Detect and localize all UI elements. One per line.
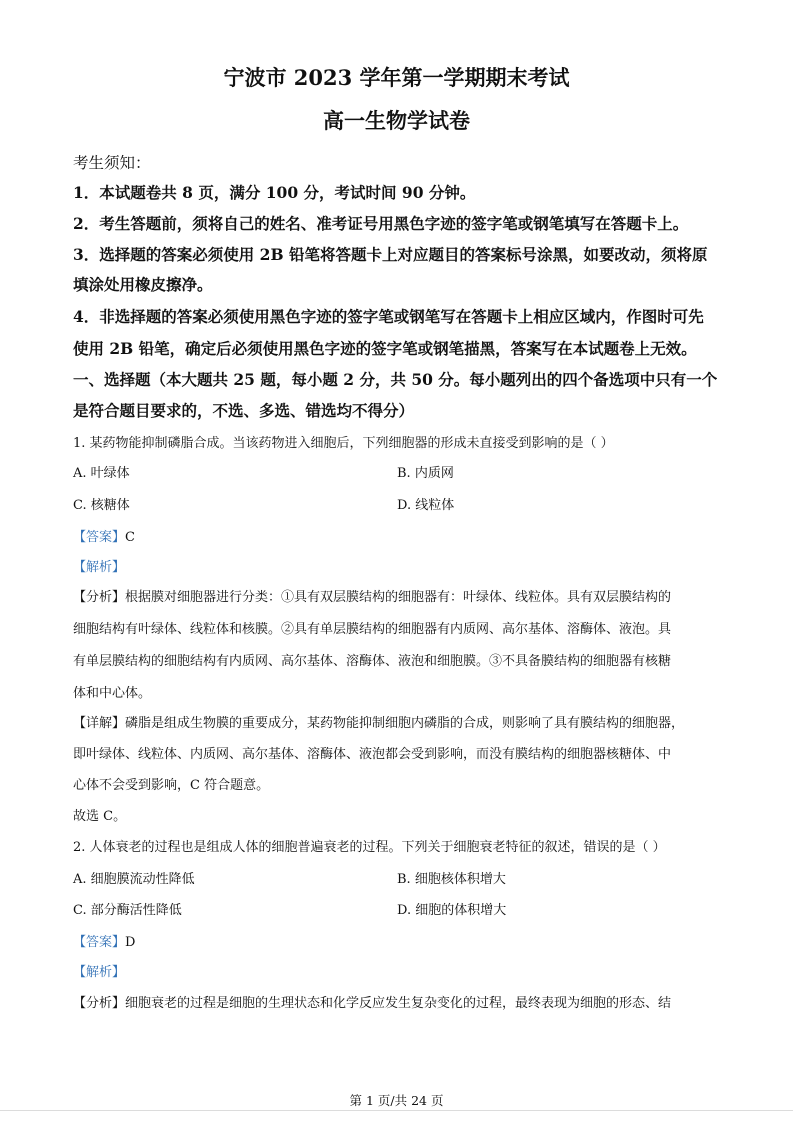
xiangjie-tag: 【详解】 (73, 716, 126, 731)
answer-value: C (125, 530, 135, 545)
fenxi-tag: 【分析】 (73, 996, 126, 1011)
answer-value: D (125, 935, 136, 950)
fenxi-text: 细胞衰老的过程是细胞的生理状态和化学反应发生复杂变化的过程，最终表现为细胞的形态、结 (125, 996, 672, 1011)
q2-fenxi-line-1 (73, 992, 671, 1011)
q2-option-a: A. 细胞膜流动性降低 (73, 872, 195, 887)
section-heading-line-2: 是符合题目要求的，不选、多选、错选均不得分） (73, 401, 415, 420)
q1-option-a: A. 叶绿体 (73, 466, 130, 481)
q1-xiangjie-line-1 (73, 712, 684, 731)
notice-item-3-line-1: 3．选择题的答案必须使用 2B 铅笔将答题卡上对应题目的答案标号涂黑，如要改动，须将原 (73, 245, 708, 264)
q2-stem: 2. 人体衰老的过程也是组成人体的细胞普遍衰老的过程。下列关于细胞衰老特征的叙述，错误的是（ ） (73, 840, 666, 855)
q1-fenxi-line-2: 细胞结构有叶绿体、线粒体和核膜。②具有单层膜结构的细胞器有内质网、高尔基体、溶酶体、液泡。具 (73, 622, 672, 637)
q2-option-d: D. 细胞的体积增大 (397, 903, 507, 918)
footer-divider (0, 1110, 793, 1111)
q1-option-c: C. 核糖体 (73, 498, 130, 513)
q1-answer (73, 526, 135, 545)
q1-xiangjie-line-3: 心体不会受到影响，C 符合题意。 (73, 778, 270, 793)
q1-fenxi-line-1 (73, 586, 671, 605)
q1-xiangjie-line-2: 即叶绿体、线粒体、内质网、高尔基体、溶酶体、液泡都会受到影响，而没有膜结构的细胞器核糖体、中 (73, 747, 672, 762)
answer-tag: 【答案】 (73, 530, 126, 545)
notice-item-4-line-1: 4．非选择题的答案必须使用黑色字迹的签字笔或钢笔写在答题卡上相应区域内，作图时可先 (73, 307, 704, 326)
notice-item-4-line-2: 使用 2B 铅笔，确定后必须使用黑色字迹的签字笔或钢笔描黑，答案写在本试题卷上无效。 (73, 339, 697, 358)
q1-fenxi-line-3: 有单层膜结构的细胞结构有内质网、高尔基体、溶酶体、液泡和细胞膜。③不具备膜结构的细胞器有核糖 (73, 654, 672, 669)
q1-fenxi-line-4: 体和中心体。 (73, 686, 152, 701)
fenxi-text: 根据膜对细胞器进行分类：①具有双层膜结构的细胞器有：叶绿体、线粒体。具有双层膜结构的 (125, 590, 672, 605)
q1-stem: 1. 某药物能抑制磷脂合成。当该药物进入细胞后，下列细胞器的形成未直接受到影响的是（ ） (73, 436, 614, 451)
q1-option-d: D. 线粒体 (397, 498, 455, 513)
q2-analysis-tag: 【解析】 (73, 965, 126, 980)
page-number: 第 1 页/共 24 页 (349, 1093, 444, 1108)
q2-answer (73, 931, 135, 950)
q2-option-b: B. 细胞核体积增大 (397, 872, 506, 887)
notice-item-1: 1．本试题卷共 8 页，满分 100 分，考试时间 90 分钟。 (73, 183, 476, 202)
xiangjie-text: 磷脂是组成生物膜的重要成分，某药物能抑制细胞内磷脂的合成，则影响了具有膜结构的细胞器， (125, 716, 685, 731)
q2-option-c: C. 部分酶活性降低 (73, 903, 182, 918)
exam-title: 宁波市 2023 学年第一学期期末考试 (223, 65, 570, 90)
notice-heading: 考生须知： (73, 154, 151, 172)
answer-tag: 【答案】 (73, 935, 126, 950)
q1-option-b: B. 内质网 (397, 466, 454, 481)
section-heading-line-1: 一、选择题（本大题共 25 题，每小题 2 分，共 50 分。每小题列出的四个备选项中只有一个 (73, 370, 718, 389)
q1-analysis-tag: 【解析】 (73, 560, 126, 575)
fenxi-tag: 【分析】 (73, 590, 126, 605)
notice-item-3-line-2: 填涂处用橡皮擦净。 (73, 275, 213, 294)
exam-subtitle: 高一生物学试卷 (323, 108, 470, 133)
q1-conclusion: 故选 C。 (73, 809, 127, 824)
notice-item-2: 2．考生答题前，须将自己的姓名、准考证号用黑色字迹的签字笔或钢笔填写在答题卡上。 (73, 214, 689, 233)
